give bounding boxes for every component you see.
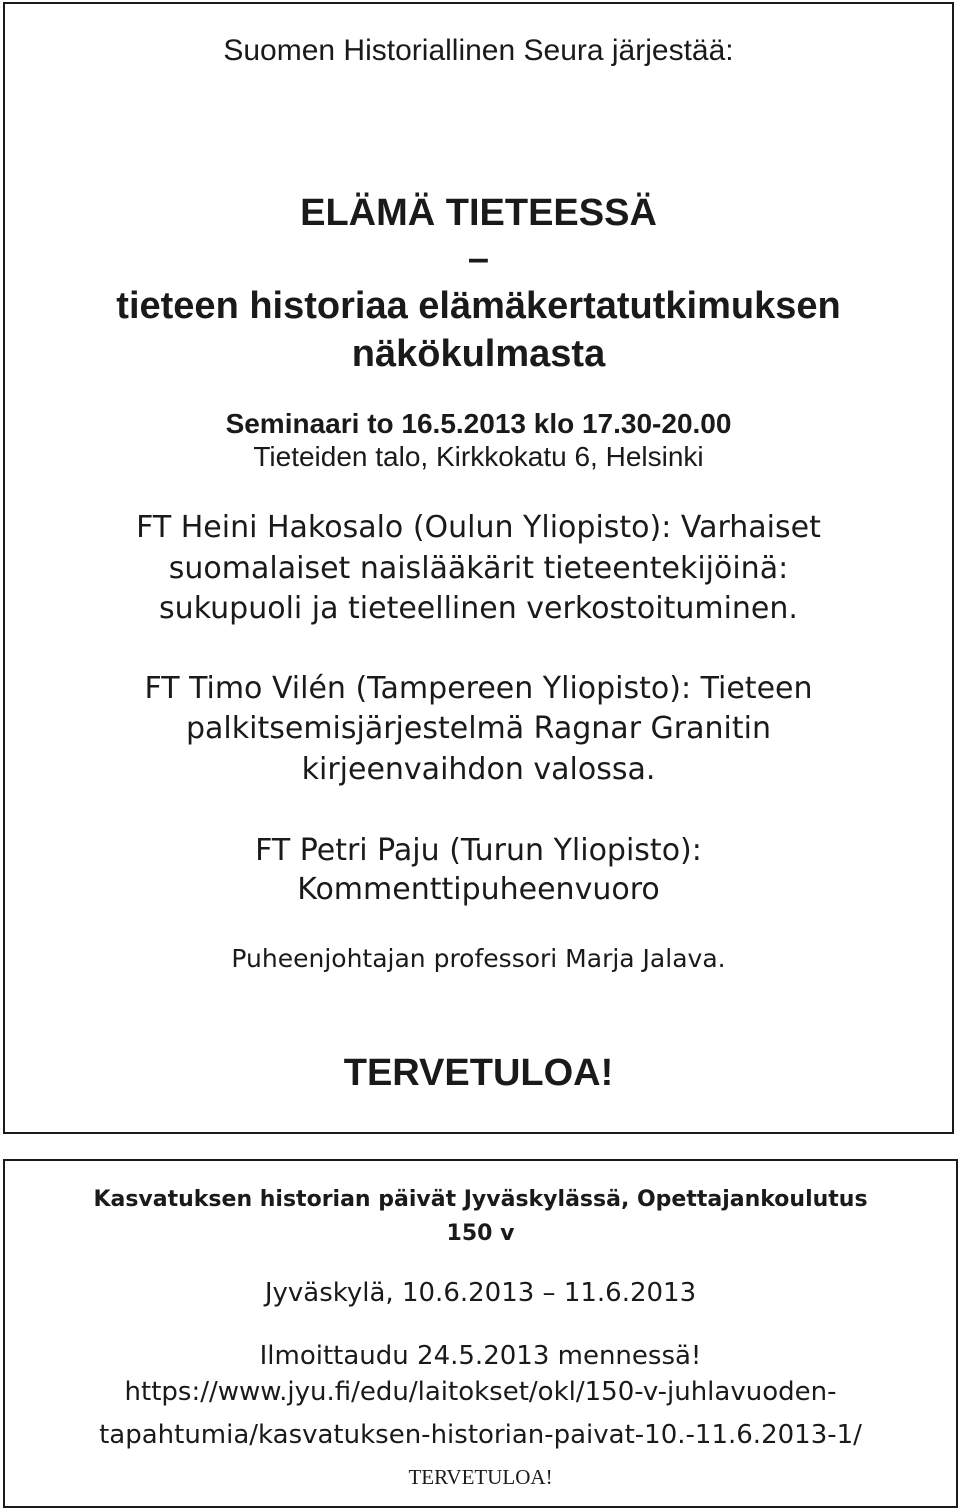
seminar-venue: Tieteiden talo, Kirkkokatu 6, Helsinki xyxy=(253,441,704,472)
event-announcement-box xyxy=(3,1159,958,1508)
talk-line: palkitsemisjärjestelmä Ragnar Granitin xyxy=(186,711,771,746)
seminar-subtitle-line2: näkökulmasta xyxy=(351,333,606,375)
seminar-welcome: TERVETULOA! xyxy=(343,1052,614,1094)
organizer-line: Suomen Historiallinen Seura järjestää: xyxy=(223,34,734,67)
talk-line: FT Heini Hakosalo (Oulun Yliopisto): Varhaiset xyxy=(136,510,821,545)
event-registration: Ilmoittaudu 24.5.2013 mennessä! xyxy=(259,1341,702,1371)
event-dates: Jyväskylä, 10.6.2013 – 11.6.2013 xyxy=(264,1278,697,1308)
event-title-line2: 150 v xyxy=(446,1221,515,1246)
title-dash: – xyxy=(467,238,490,280)
talk-line: FT Petri Paju (Turun Yliopisto): xyxy=(255,833,702,868)
talk-line: Kommenttipuheenvuoro xyxy=(297,872,660,907)
event-url-line2[interactable]: tapahtumia/kasvatuksen-historian-paivat-10.-11.6.2013-1/ xyxy=(99,1420,862,1450)
event-welcome: TERVETULOA! xyxy=(408,1465,553,1489)
seminar-title: ELÄMÄ TIETEESSÄ xyxy=(300,192,657,234)
seminar-subtitle-line1: tieteen historiaa elämäkertatutkimuksen xyxy=(116,285,841,327)
talk-line: kirjeenvaihdon valossa. xyxy=(301,752,656,787)
talk-line: FT Timo Vilén (Tampereen Yliopisto): Tieteen xyxy=(144,671,813,706)
chair-line: Puheenjohtajan professori Marja Jalava. xyxy=(231,944,726,973)
talk-line: sukupuoli ja tieteellinen verkostoituminen. xyxy=(159,591,798,626)
event-url-line1[interactable]: https://www.jyu.fi/edu/laitokset/okl/150-v-juhlavuoden- xyxy=(124,1377,837,1407)
seminar-announcement-box xyxy=(3,2,954,1134)
talk-line: suomalaiset naislääkärit tieteentekijöinä: xyxy=(168,551,789,586)
event-title-line1: Kasvatuksen historian päivät Jyväskylässä, Opettajankoulutus xyxy=(93,1187,868,1212)
seminar-date: Seminaari to 16.5.2013 klo 17.30-20.00 xyxy=(225,408,732,439)
